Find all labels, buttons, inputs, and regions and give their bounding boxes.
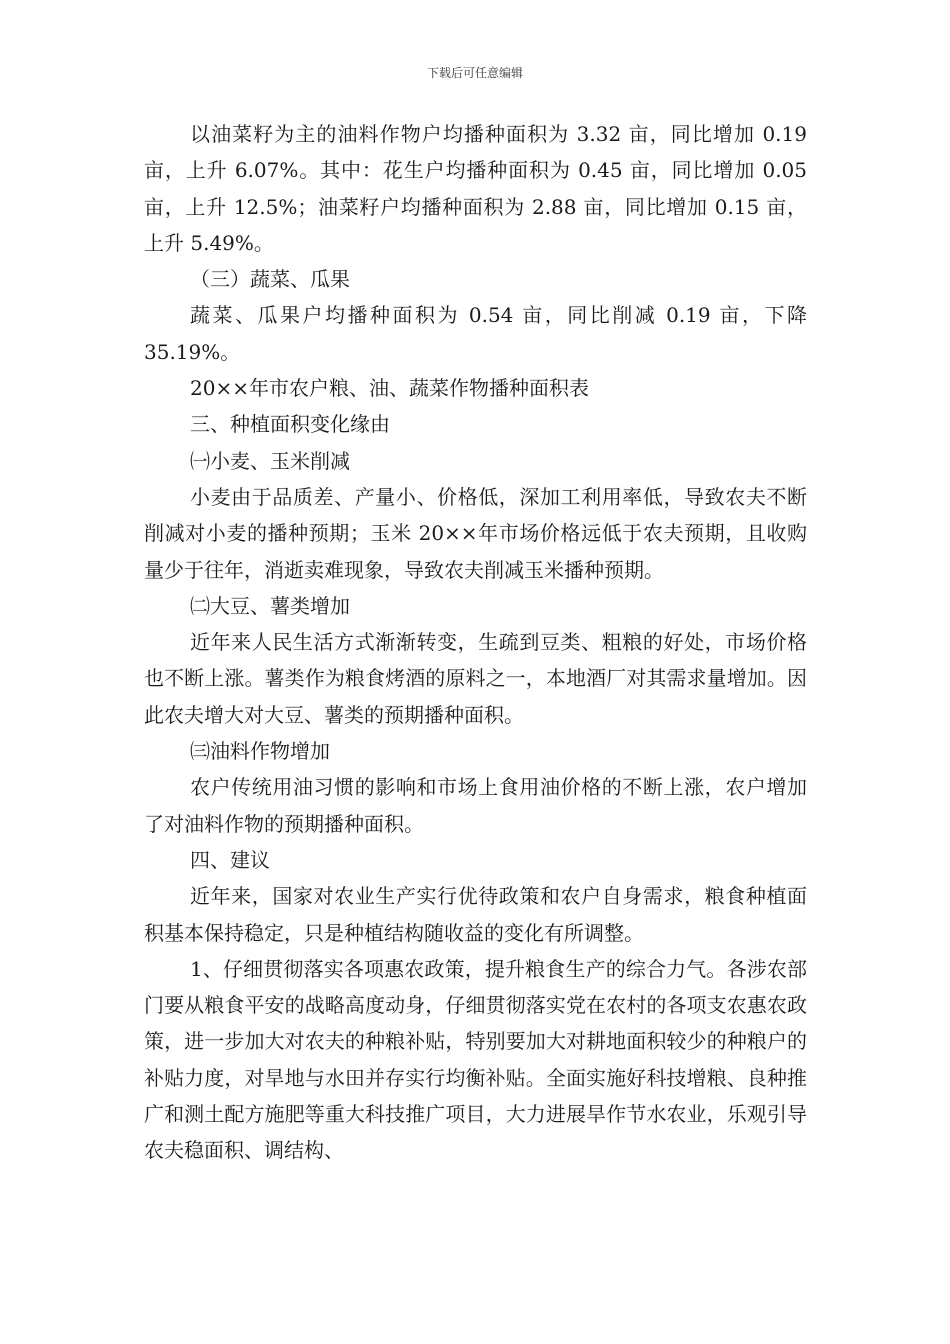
paragraph-soy-tubers: 近年来人民生活方式渐渐转变，生疏到豆类、粗粮的好处，市场价格也不断上涨。薯类作为粮食烤酒的原料之一，本地酒厂对其需求量增加。因此农夫增大对大豆、薯类的预期播种面积。 (144, 630, 807, 727)
heading-soy-tubers: ㈡大豆、薯类增加 (190, 593, 350, 618)
paragraph-oilseed: 以油菜籽为主的油料作物户均播种面积为 3.32 亩，同比增加 0.19 亩，上升 6.07%。其中：花生户均播种面积为 0.45 亩，同比增加 0.05 亩，上升 12.5%；油菜籽户均播种面积为 2.88 亩，同比增加 0.15 亩，上升 5.49%。 (144, 122, 807, 255)
paragraph-wheat-corn: 小麦由于品质差、产量小、价格低，深加工利用率低，导致农夫不断削减对小麦的播种预期；玉米 20××年市场价格远低于农夫预期，且收购量少于往年，消逝卖难现象，导致农夫削减玉米播种预期。 (144, 484, 807, 582)
heading-wheat-corn: ㈠小麦、玉米削减 (190, 448, 350, 473)
paragraph-suggestions-intro: 近年来，国家对农业生产实行优待政策和农户自身需求，粮食种植面积基本保持稳定，只是种植结构随收益的变化有所调整。 (144, 884, 807, 945)
paragraph-oil-crops: 农户传统用油习惯的影响和市场上食用油价格的不断上涨，农户增加了对油料作物的预期播种面积。 (144, 775, 807, 836)
heading-suggestions: 四、建议 (190, 847, 270, 872)
heading-vegetables: （三）蔬菜、瓜果 (190, 267, 350, 292)
table-caption: 20××年市农户粮、油、蔬菜作物播种面积表 (190, 376, 589, 401)
paragraph-vegetables: 蔬菜、瓜果户均播种面积为 0.54 亩，同比削减 0.19 亩，下降 35.19%。 (144, 303, 807, 364)
heading-oil-crops: ㈢油料作物增加 (190, 739, 330, 764)
document-body (144, 116, 807, 1169)
page-header: 下载后可任意编辑 (426, 66, 523, 80)
paragraph-suggestion-1: 1、仔细贯彻落实各项惠农政策，提升粮食生产的综合力气。各涉农部门要从粮食平安的战略高度动身，仔细贯彻落实党在农村的各项支农惠农政策，进一步加大对农夫的种粮补贴，特别要加大对耕地面积较少的种粮户的补贴力度，对旱地与水田并存实行均衡补贴。全面实施好科技增粮、良种推广和测土配方施肥等重大科技推广项目，大力进展旱作节水农业，乐观引导农夫稳面积、调结构、 (144, 956, 807, 1163)
heading-reasons: 三、种植面积变化缘由 (190, 412, 390, 437)
